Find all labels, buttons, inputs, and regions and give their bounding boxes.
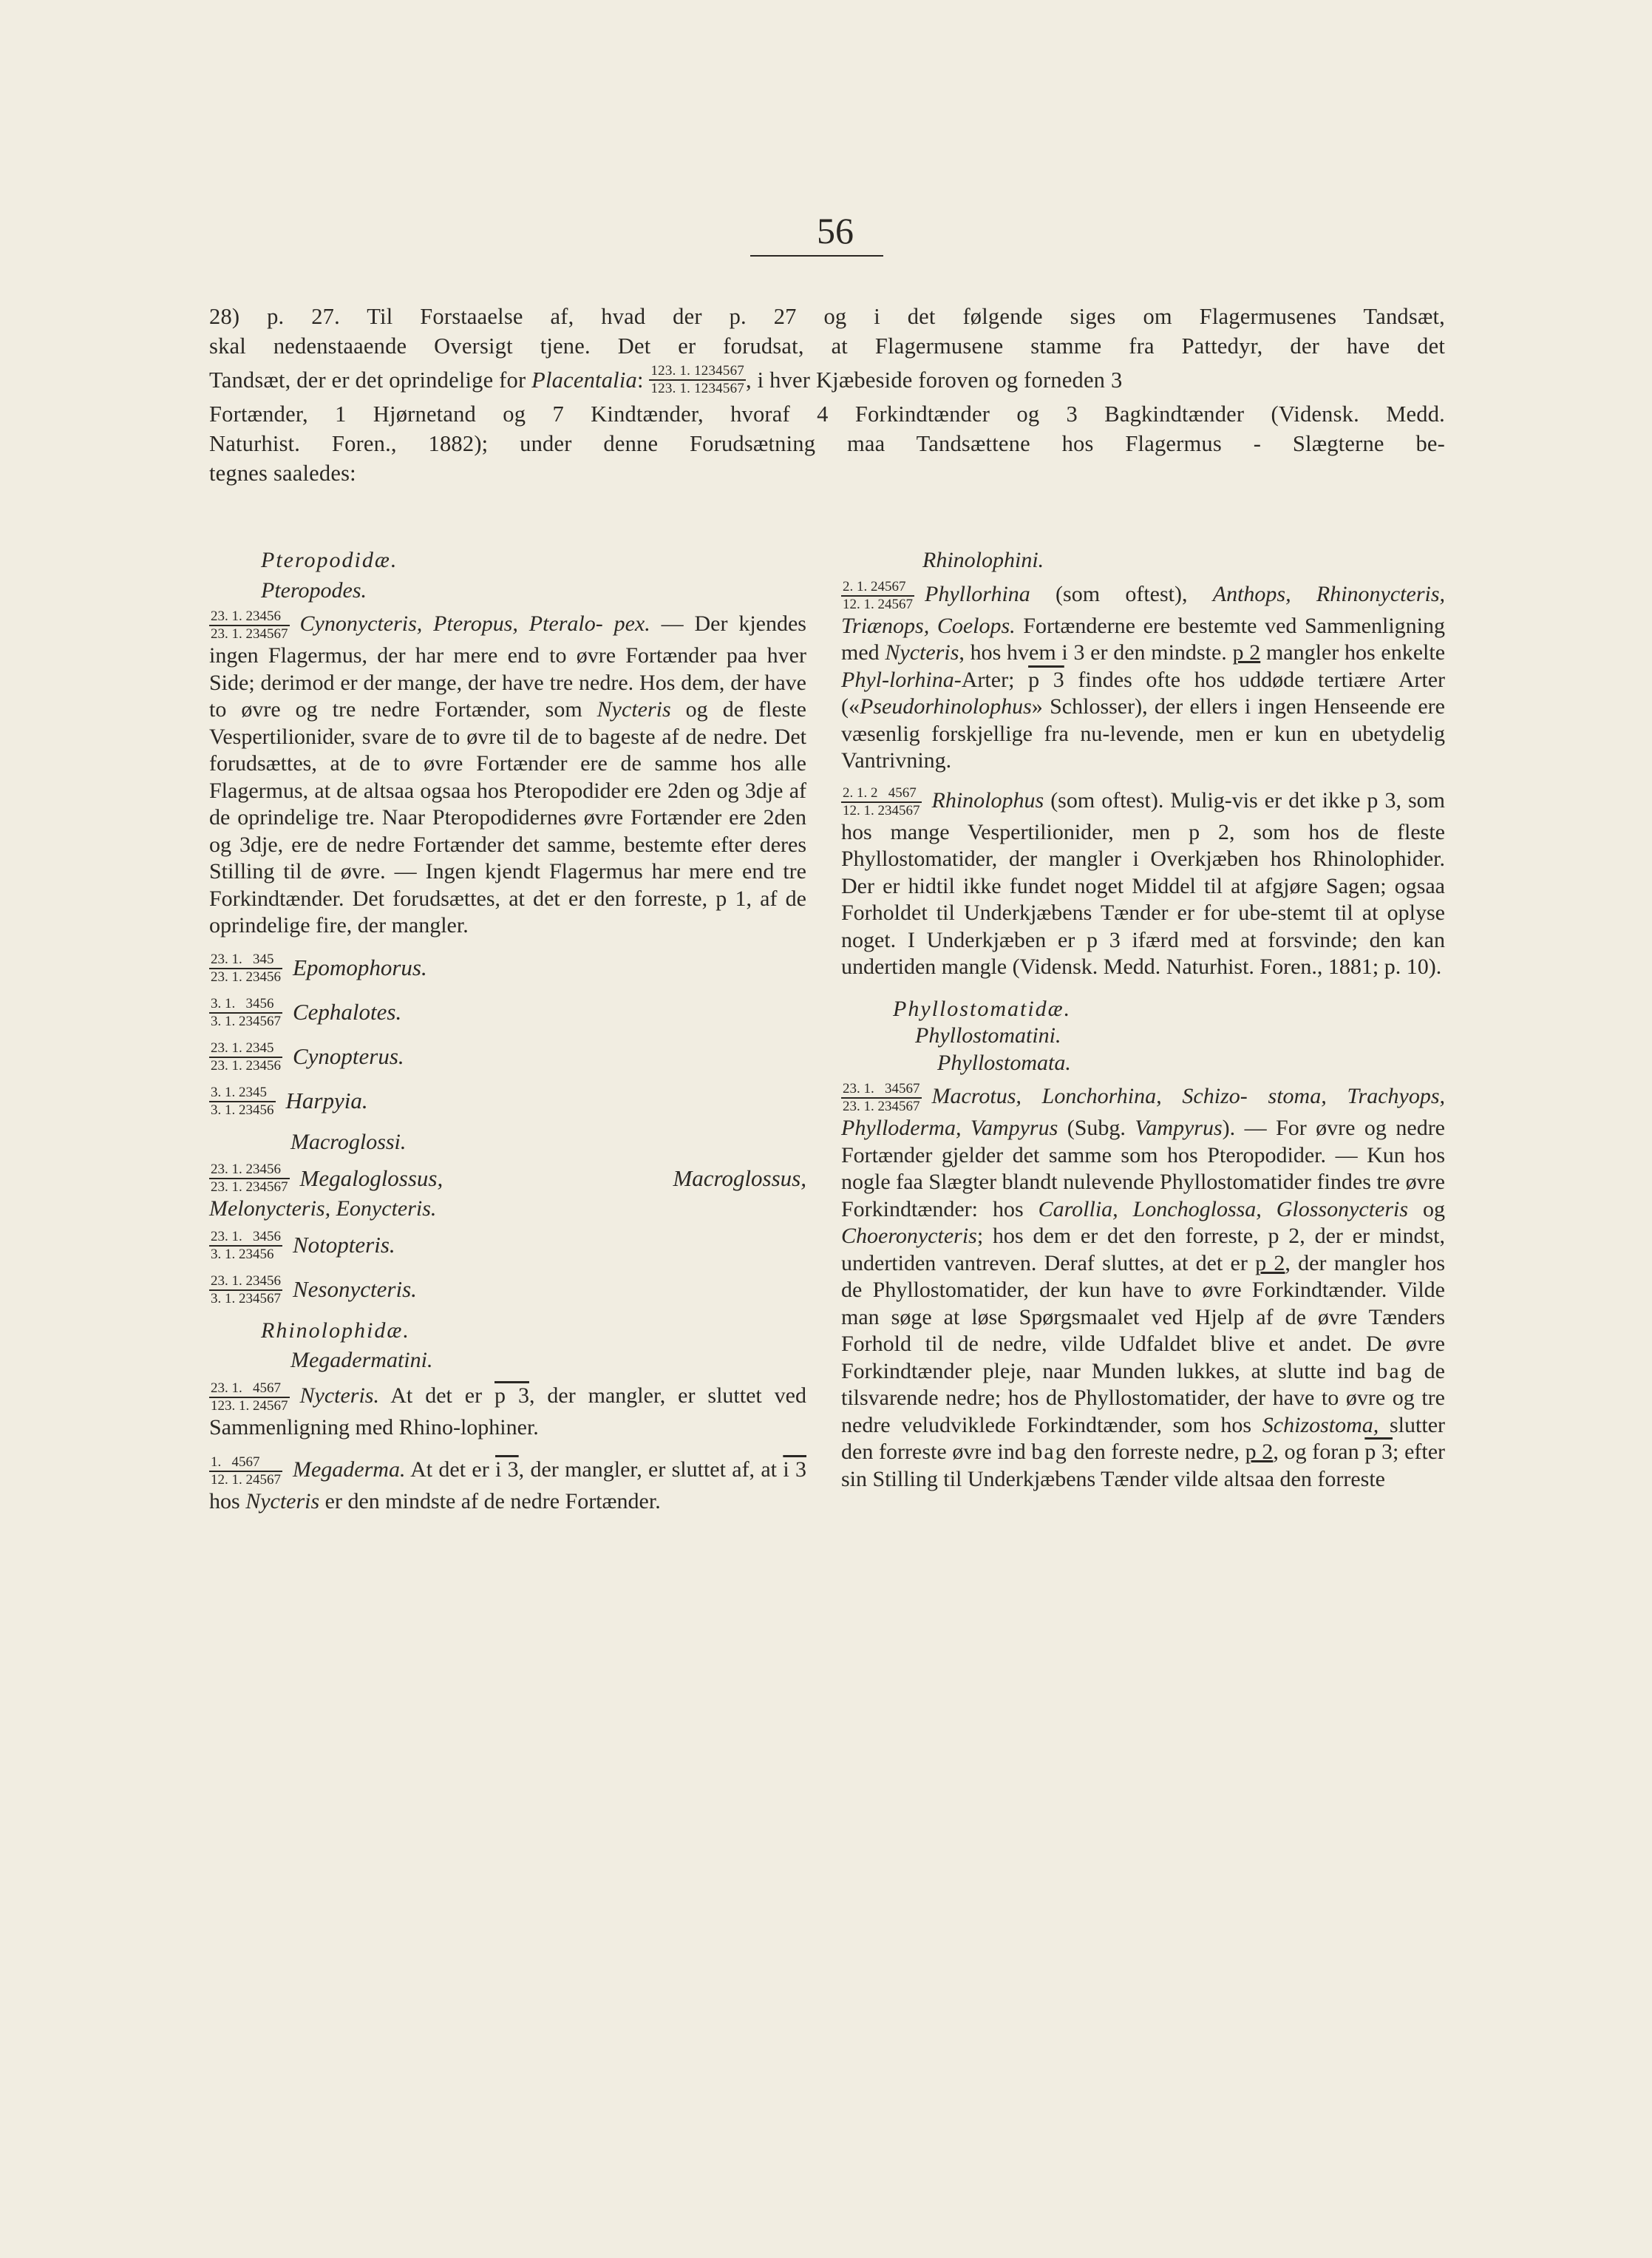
text: findes ofte hos uddøde tertiære Arter (« bbox=[841, 667, 1445, 719]
formula bbox=[209, 1273, 282, 1307]
tooth-i3: i 3 bbox=[495, 1457, 519, 1482]
heading-phyllostomatini: Phyllostomatini. bbox=[915, 1023, 1061, 1048]
genus-nycteris: Nycteris. bbox=[299, 1383, 379, 1408]
genus-schizostoma: Schizostoma, bbox=[1262, 1412, 1379, 1437]
paragraph-pteropodes bbox=[209, 608, 806, 940]
genus-phyllorhina: Phyl-lorhina bbox=[841, 667, 954, 692]
formula bbox=[209, 1229, 282, 1263]
formula-num: 23. 1. 4567 bbox=[209, 1380, 290, 1398]
intro-line-2: skal nedenstaaende Oversigt tjene. Det er forudsat, at Flagermusene stamme fra Pattedyr, der have det bbox=[209, 333, 1445, 359]
text: og bbox=[1408, 1196, 1446, 1221]
emph-bag: bag bbox=[1031, 1440, 1068, 1464]
formula-num: 2. 1. 24567 bbox=[841, 579, 914, 597]
text: den forreste nedre, bbox=[1067, 1440, 1245, 1464]
entry-cynopterus bbox=[209, 1040, 806, 1074]
genus-pex: pex. bbox=[613, 611, 650, 636]
formula-den: 3. 1. 23456 bbox=[211, 1246, 274, 1262]
text: og de fleste Vespertilionider, svare de to øvre til de to bageste af de nedre. Det forudsættes, at de to øvre Fortænder ere de samme hos alle Flagermus, at de altsaa ogsaa hos Pteropodider ere 2den og 3dje af de oprindelige tre. Naar Pteropodidernes øvre Fortænder ere 2den og 3dje, ere de nedre Fortænder det samme, bestemte efter deres Stilling til de øvre. — Ingen kjendt Flagermus har mere end tre Forkindtænder. Det forudsættes, at det er den forreste, p 1, af de oprindelige fire, der mangler. bbox=[209, 697, 806, 938]
entry-megaloglossus bbox=[209, 1162, 806, 1196]
intro-line-6: tegnes saaledes: bbox=[209, 461, 356, 486]
text: , og foran bbox=[1273, 1440, 1365, 1464]
formula bbox=[209, 1085, 276, 1119]
formula-den: 123. 1. 24567 bbox=[211, 1397, 288, 1414]
formula-num: 3. 1. 3456 bbox=[209, 996, 282, 1014]
tooth-p3: p 3 bbox=[494, 1383, 529, 1408]
tooth-p2: p 2 bbox=[1232, 640, 1261, 665]
formula-den: 12. 1. 24567 bbox=[843, 596, 913, 612]
genus-nycteris: Nycteris bbox=[596, 697, 671, 722]
genus-name: Cephalotes. bbox=[293, 999, 402, 1025]
intro-line-3: Tandsæt, der er det oprindelige for Placentalia : $\frac{123. 1. 1234567}{123. 1. 1234567}$ , i hver Kjæbeside foroven og forneden 3 bbox=[209, 363, 1123, 396]
genus-rhinolophus: Rhinolophus bbox=[931, 787, 1044, 813]
text: mangler hos enkelte bbox=[1260, 640, 1446, 665]
tooth-p3: p 3 bbox=[1028, 667, 1064, 692]
genus-names: stoma, Trachyops, Phylloderma, Vampyrus bbox=[841, 1083, 1446, 1140]
heading-phyllostomatidae: Phyllostomatidæ. bbox=[893, 996, 1072, 1021]
text: ; efter sin Stilling til Underkjæbens Tænder vilde altsaa den forreste bbox=[841, 1440, 1446, 1491]
formula-den: 23. 1. 23456 bbox=[211, 1057, 281, 1074]
intro-line-3-end: , i hver Kjæbeside foroven og forneden 3 bbox=[745, 367, 1123, 393]
page-number: 56 bbox=[817, 210, 854, 251]
intro-line-3-text: Tandsæt, der er det oprindelige for bbox=[209, 367, 526, 393]
text: At det er bbox=[378, 1383, 495, 1408]
text: slutter den forreste øvre ind bbox=[841, 1412, 1445, 1464]
genus-pseudorhinolophus: Pseudorhinolophus bbox=[860, 694, 1032, 719]
genus-name: Harpyia. bbox=[285, 1088, 368, 1114]
formula-num: 23. 1. 3456 bbox=[209, 1229, 282, 1247]
entry-nesonycteris bbox=[209, 1273, 806, 1307]
text: hos bbox=[209, 1489, 246, 1513]
formula-nycteris bbox=[209, 1380, 290, 1414]
text: Fortænderne ere bestemte ved Sammenligning med bbox=[841, 613, 1445, 665]
formula-den: 23. 1. 234567 bbox=[843, 1099, 920, 1114]
formula-den: 12. 1. 24567 bbox=[211, 1472, 281, 1488]
text: (som oftest), bbox=[1030, 581, 1213, 606]
genus-names: Megaloglossus, Macroglossus, bbox=[299, 1164, 806, 1191]
text: ). — For øvre og nedre Fortænder gjelder det samme som hos Pteropodider. — Kun hos nogle faa Slægter blandt nulevende Phyllostomatider findes tre øvre Forkindtænder: hos bbox=[841, 1116, 1445, 1221]
genus-phyllorhina: Phyllorhina bbox=[925, 581, 1030, 606]
genus-names-2: Melonycteris, Eonycteris. bbox=[209, 1196, 437, 1221]
text: er den mindste af de nedre Fortænder. bbox=[319, 1489, 661, 1513]
heading-pteropodes: Pteropodes. bbox=[261, 577, 367, 603]
heading-macroglossi: Macroglossi. bbox=[290, 1129, 407, 1154]
formula-num: 3. 1. 2345 bbox=[209, 1085, 276, 1102]
formula-macrotus bbox=[841, 1081, 922, 1115]
heading-phyllostomata: Phyllostomata. bbox=[937, 1050, 1071, 1075]
right-column bbox=[841, 547, 1445, 1493]
text: de tilsvarende nedre; hos de Phyllostomatider, der have to øvre og tre nedre veludviklede Forkindtænder, som hos bbox=[841, 1358, 1445, 1437]
entry-epomophorus bbox=[209, 952, 806, 986]
tooth-p2: p 2 bbox=[1255, 1250, 1285, 1275]
genus-megaderma: Megaderma. bbox=[293, 1457, 406, 1482]
heading-megadermatini: Megadermatini. bbox=[290, 1348, 433, 1372]
tooth-p2: p 2 bbox=[1245, 1440, 1274, 1464]
genus-names: Rhinonycteris, Triænops, Coelops. bbox=[841, 581, 1446, 638]
formula-num: 23. 1. 2345 bbox=[209, 1040, 282, 1058]
intro-formula bbox=[649, 363, 746, 397]
intro-formula-num: 123. 1. 1234567 bbox=[649, 363, 746, 381]
formula bbox=[209, 952, 282, 986]
genus-names: Macrotus, Lonchorhina, Schizo- bbox=[931, 1083, 1248, 1108]
formula-den: 23. 1. 234567 bbox=[211, 1179, 288, 1195]
text: (som oftest). Mulig-vis er det ikke p 3, som hos mange Vespertilionider, men p 2, som hos de fleste Phyllostomatider, der mangler i Overkjæben hos Rhinolophider. Der er hidtil ikke fundet noget Middel til at afgjøre Sagen; ogsaa Forholdet til Underkjæbens Tænder er for ube-stemt til at oplyse noget. I Underkjæben er p 3 ifærd med at forsvinde; den kan undertiden mangle (Vidensk. Medd. Naturhist. Foren., 1881; p. 10). bbox=[841, 787, 1445, 979]
intro-line-5: Naturhist. Foren., 1882); under denne Forudsætning maa Tandsættene hos Flagermus - Slægterne be- bbox=[209, 431, 1445, 456]
text: , der mangler hos de Phyllostomatider, der kun have to øvre Forkindtænder. Vilde man søge at løse Spørgsmaalet ved Hjelp af de øvre Tænders Forhold til de nedre, vilde Udfaldet blive et andet. De øvre Forkindtænder pleje, naar Munden lukkes, at slutte ind bbox=[841, 1250, 1445, 1383]
formula-den: 3. 1. 234567 bbox=[211, 1290, 281, 1306]
genus-nycteris: Nycteris bbox=[245, 1489, 320, 1513]
text: At det er bbox=[405, 1457, 496, 1482]
formula-num: 23. 1. 23456 bbox=[209, 608, 290, 626]
entry-notopteris bbox=[209, 1229, 806, 1263]
heading-rhinolophidae: Rhinolophidæ. bbox=[261, 1318, 410, 1343]
paragraph-megaderma bbox=[209, 1454, 806, 1516]
genus-choeronycteris: Choeronycteris bbox=[841, 1224, 977, 1248]
formula bbox=[209, 1162, 290, 1196]
tooth-i3: i 3 bbox=[783, 1457, 806, 1482]
text: — Der kjendes ingen Flagermus, der har mere end to øvre Fortænder paa hver Side; derimod er der mange, der have tre nedre. Hos dem, der have to øvre og tre nedre Fortænder, som bbox=[209, 611, 806, 722]
genus-names: Cynonycteris, Pteropus, Pteralo- bbox=[299, 611, 603, 636]
genus-name: Notopteris. bbox=[293, 1232, 395, 1258]
text: , hos hvem i 3 er den mindste. bbox=[959, 640, 1233, 665]
entry-cephalotes bbox=[209, 996, 806, 1030]
formula-cynonycteris bbox=[209, 608, 290, 643]
formula-rhinolophus bbox=[841, 785, 922, 819]
formula-num: 23. 1. 34567 bbox=[841, 1081, 922, 1099]
intro-line-4: Fortænder, 1 Hjørnetand og 7 Kindtænder, hvoraf 4 Forkindtænder og 3 Bagkindtænder (Vidensk. Medd. bbox=[209, 401, 1445, 427]
paragraph-phyllorhina bbox=[841, 579, 1445, 775]
text: -Arter; bbox=[954, 667, 1029, 692]
formula-num: 23. 1. 23456 bbox=[209, 1162, 290, 1179]
genus-name: Epomophorus. bbox=[293, 955, 427, 981]
intro-placentalia: Placentalia bbox=[531, 367, 637, 393]
intro-line-1: 28) p. 27. Til Forstaaelse af, hvad der p. 27 og i det følgende siges om Flagermusenes Tandsæt, bbox=[209, 304, 1445, 329]
formula bbox=[209, 996, 282, 1030]
formula-num: 1. 4567 bbox=[209, 1454, 282, 1472]
paragraph-rhinolophus bbox=[841, 785, 1445, 981]
entry-harpyia bbox=[209, 1085, 806, 1119]
formula-den: 3. 1. 23456 bbox=[211, 1102, 274, 1118]
formula-den: 12. 1. 234567 bbox=[843, 802, 920, 818]
intro-formula-den: 123. 1. 1234567 bbox=[650, 381, 744, 396]
formula-num: 2. 1. 2 4567 bbox=[841, 785, 922, 803]
genus-vampyrus: Vampyrus bbox=[1135, 1116, 1223, 1140]
text: » Schlosser), der ellers i ingen Henseende ere væsenlig forskjellige fra nu-levende, men er kun en ubetydelig Vantrivning. bbox=[841, 694, 1445, 773]
intro-paragraph bbox=[209, 302, 1445, 488]
text: , der mangler, er sluttet ved Sammenligning med Rhino-lophiner. bbox=[209, 1383, 806, 1440]
tooth-p3: p 3 bbox=[1364, 1440, 1393, 1464]
text: ; hos dem er det den forreste, p 2, der er mindst, undertiden vantreven. Deraf sluttes, at det er bbox=[841, 1224, 1445, 1275]
formula-num: 23. 1. 23456 bbox=[209, 1273, 282, 1291]
formula-den: 23. 1. 23456 bbox=[211, 969, 281, 985]
formula-num: 23. 1. 345 bbox=[209, 952, 282, 969]
heading-rhinolophini: Rhinolophini. bbox=[922, 548, 1044, 572]
genus-name: Nesonycteris. bbox=[293, 1276, 417, 1303]
genus-name: Cynopterus. bbox=[293, 1043, 404, 1070]
formula-megaderma bbox=[209, 1454, 282, 1488]
text: , der mangler, er sluttet af, at bbox=[518, 1457, 783, 1482]
formula-den: 3. 1. 234567 bbox=[211, 1013, 281, 1029]
genus-anthops: Anthops, bbox=[1212, 581, 1291, 606]
paragraph-macrotus bbox=[841, 1081, 1445, 1493]
text: (Subg. bbox=[1058, 1116, 1126, 1140]
paragraph-nycteris bbox=[209, 1380, 806, 1442]
formula-den: 23. 1. 234567 bbox=[211, 626, 288, 642]
genus-names: Carollia, Lonchoglossa, Glossonycteris bbox=[1038, 1196, 1409, 1221]
genus-nycteris: Nycteris bbox=[885, 640, 959, 665]
emph-bag: bag bbox=[1376, 1358, 1413, 1383]
page-number-rule bbox=[750, 255, 883, 257]
left-column bbox=[209, 547, 806, 1516]
formula bbox=[209, 1040, 282, 1074]
heading-pteropodidae: Pteropodidæ. bbox=[261, 548, 398, 572]
formula-phyllorhina bbox=[841, 579, 914, 613]
